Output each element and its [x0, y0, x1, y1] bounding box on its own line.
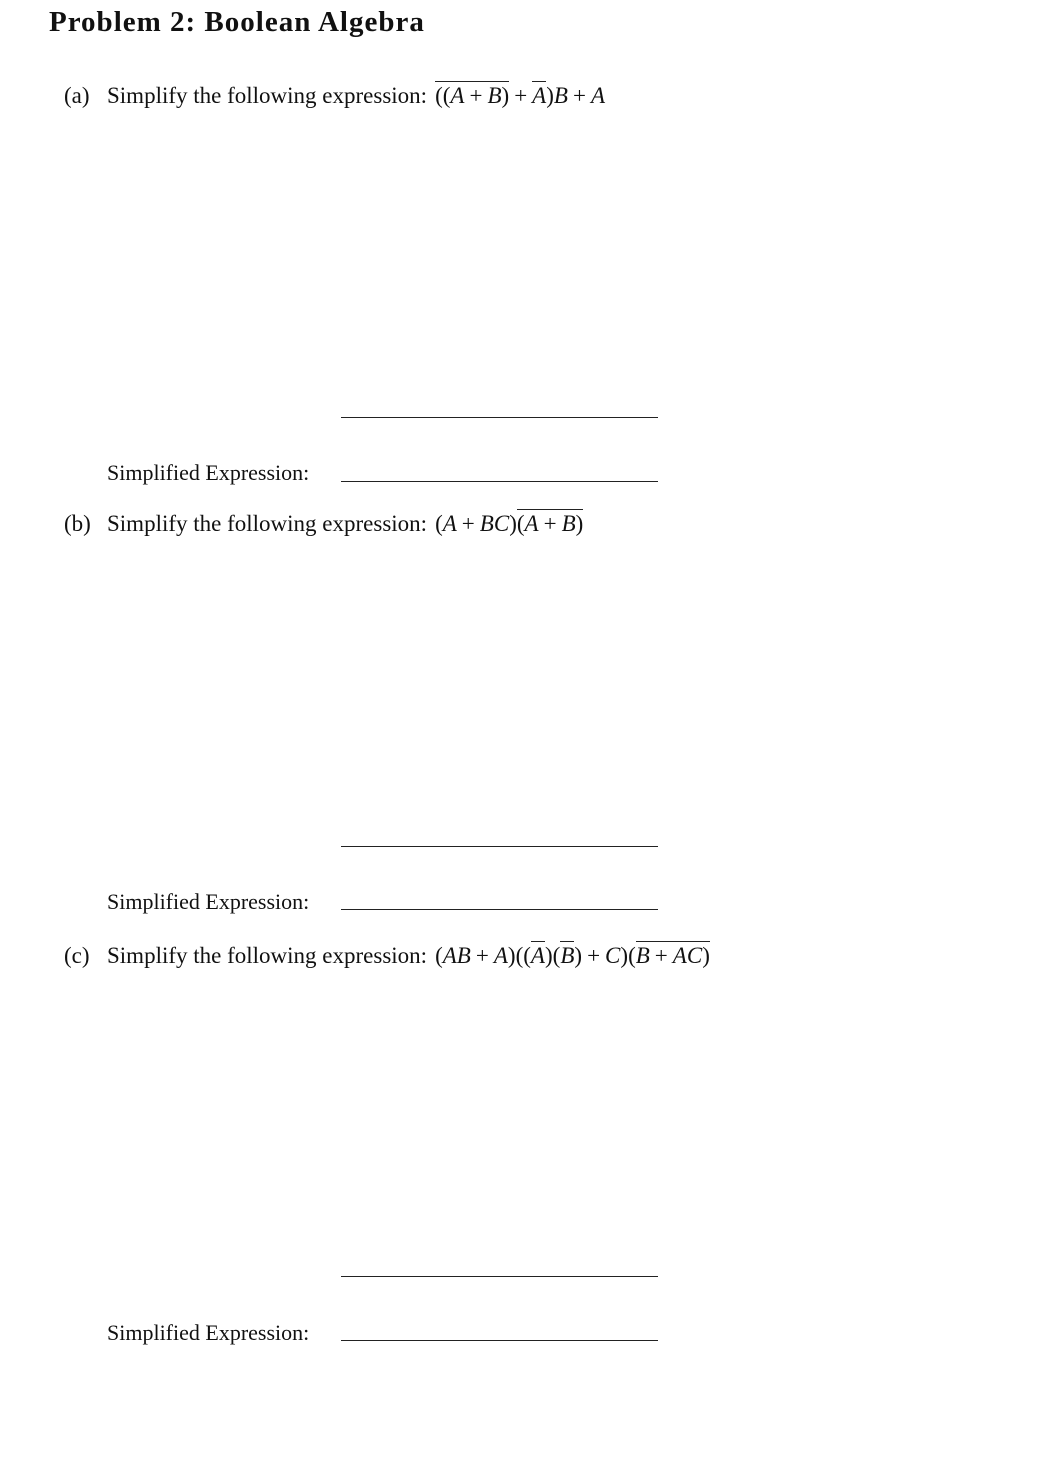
part-a-expression: ((A + B) + A)B + A: [435, 83, 606, 108]
part-a-answer-label: Simplified Expression:: [107, 460, 310, 485]
page-title: Problem 2: Boolean Algebra: [49, 6, 425, 38]
part-b-answer-line[interactable]: [341, 909, 658, 910]
part-a-answer-line[interactable]: [341, 481, 658, 482]
part-c-not-b: B: [560, 943, 575, 968]
part-c-answer-line[interactable]: [341, 1340, 658, 1341]
part-b-answer-label: Simplified Expression:: [107, 889, 310, 914]
part-b-overline-group: (A + B): [516, 511, 584, 536]
part-b-expression: (A + BC)(A + B): [435, 511, 584, 536]
part-c-not-a: A: [530, 943, 545, 968]
part-a-prompt: Simplify the following expression:: [107, 83, 428, 108]
part-c-label: (c): [64, 943, 90, 968]
part-a-label: (a): [64, 83, 90, 108]
part-a-overline-group: ((A + B): [435, 83, 510, 108]
part-c-work-line[interactable]: [341, 1276, 658, 1277]
part-a-not-a: A: [532, 83, 547, 108]
part-c-not-b-inner: B: [635, 943, 650, 968]
part-c-overline-group: B + AC): [635, 943, 710, 968]
part-c-expression: (AB + A)((A)(B) + C)(B + AC): [435, 943, 710, 968]
part-b-question: [107, 511, 583, 537]
part-c-answer-label: Simplified Expression:: [107, 1320, 310, 1345]
part-c-prompt: Simplify the following expression:: [107, 943, 428, 968]
part-b-prompt: Simplify the following expression:: [107, 511, 428, 536]
part-a-work-line[interactable]: [341, 417, 658, 418]
part-b-work-line[interactable]: [341, 846, 658, 847]
part-a-question: [107, 83, 605, 109]
part-b-label: (b): [64, 511, 91, 536]
part-c-question: [107, 943, 710, 969]
